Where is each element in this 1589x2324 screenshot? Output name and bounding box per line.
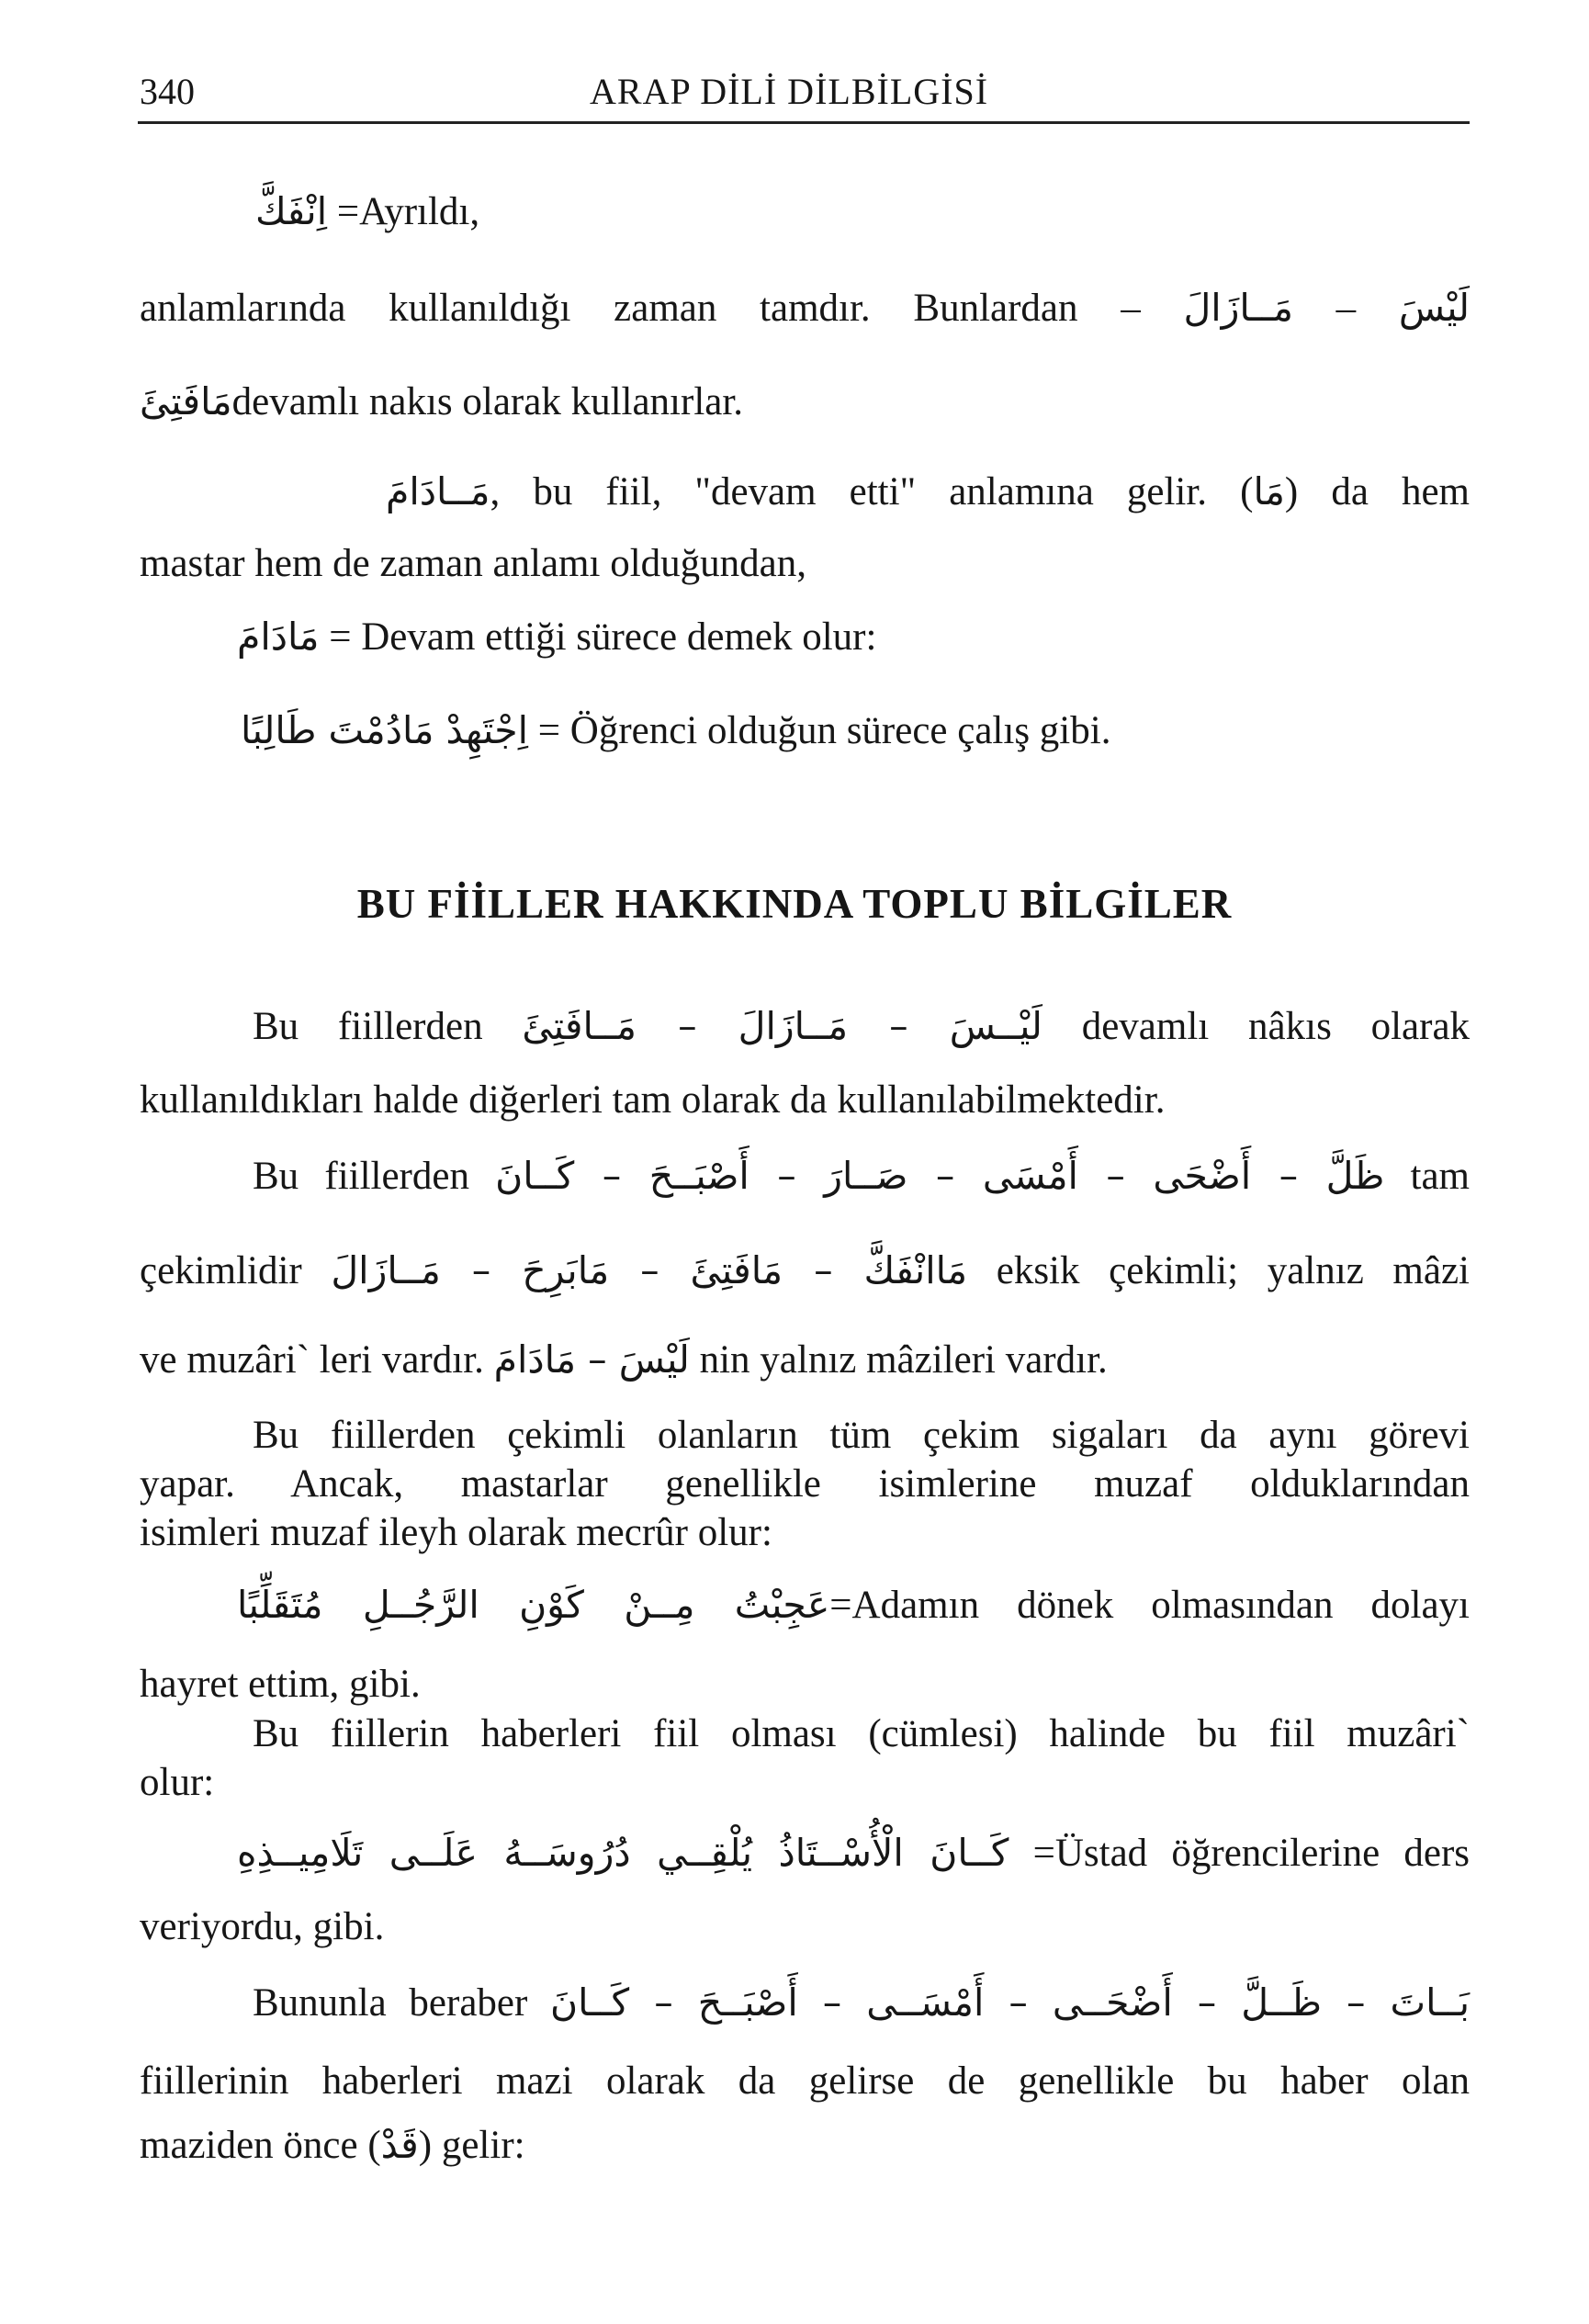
p10-text: Bu fiillerden: [253, 1155, 469, 1198]
p8-word: devamlı: [1081, 1005, 1210, 1048]
p4-justified: [386, 468, 1470, 516]
page-number: 340: [140, 71, 195, 112]
p13-line-1: [253, 1412, 1470, 1460]
arabic-term-list: ظَلَّ – أَضْحَى – أَمْسَى – صَــارَ – أَصْبَــحَ – كَــانَ: [495, 1154, 1385, 1198]
p13-text: Bu fiillerden çekimli olanların tüm çekim sigaları da aynı görevi: [253, 1414, 1470, 1457]
p9-line: kullanıldıkları halde diğerleri tam olarak da kullanılabilmektedir.: [140, 1078, 1166, 1122]
p1-line: [0, 188, 1589, 236]
p4-text-2: ) da hem: [1284, 470, 1471, 513]
p17-text: maziden önce (: [140, 2124, 381, 2167]
arabic-term-list: لَيْــسَ – مَــازَالَ – مَــافَتِئَ: [522, 1004, 1042, 1048]
p17-text: Bununla beraber: [253, 1981, 528, 2025]
p11-justified: [140, 1247, 1470, 1295]
p14-text: =Adamın dönek olmasından dolayı: [829, 1584, 1471, 1627]
p8-word: olarak: [1370, 1005, 1471, 1048]
arabic-term: لَيْسَ: [1398, 286, 1470, 330]
p11-text: çekimlidir: [140, 1249, 302, 1292]
p12-text: ve muzâri` leri vardır.: [140, 1338, 484, 1382]
p13-text: yapar. Ancak, mastarlar genellikle isimlerine muzaf olduklarından: [140, 1462, 1470, 1506]
p12-line: [0, 1337, 1589, 1384]
arabic-term-list: لَيْسَ – مَادَامَ: [493, 1337, 690, 1382]
p3-text: devamlı nakıs olarak kullanırlar.: [231, 380, 744, 423]
arabic-term: مَــازَالَ: [1183, 286, 1293, 330]
section-title: BU FİİLLER HAKKINDA TOPLU BİLGİLER: [356, 881, 1233, 927]
p12-text: nin yalnız mâzileri vardır.: [699, 1338, 1108, 1382]
arabic-term-list: مَاانْفَكَّ – مَافَتِئَ – مَابَرِحَ – مَــازَالَ: [331, 1248, 968, 1292]
arabic-term-list: بَــاتَ – ظَــلَّ – أَضْحَــى – أَمْسَــى – أَصْبَــحَ – كَــانَ: [550, 1980, 1470, 2025]
p10-text: tam: [1410, 1155, 1470, 1198]
arabic-term: قَدْ: [380, 2123, 419, 2167]
p16-text: =Üstad öğrencilerine ders: [1032, 1832, 1471, 1875]
p8-word: fiillerden: [337, 1005, 483, 1048]
p7-text: = Öğrenci olduğun sürece çalış gibi.: [537, 709, 1111, 752]
arabic-term: مَا: [1253, 469, 1285, 513]
arabic-example: عَجِبْتُ مِــنْ كَوْنِ الرَّجُــلِ مُتَقَلِّبًا: [237, 1583, 830, 1627]
p13-line-2: [140, 1461, 1470, 1508]
p16-line-2: veriyordu, gibi.: [140, 1905, 385, 1948]
p17-line-1: [253, 1980, 1470, 2027]
arabic-example: كَــانَ الْأُسْــتَاذُ يُلْقِــي دُرُوسَــهُ عَلَــى تَلَامِيــذِهِ: [237, 1831, 1009, 1875]
p2-justified: [140, 285, 1470, 333]
p17-line-3: [0, 2122, 1589, 2170]
p2-line: [140, 285, 1470, 333]
p8-word: nâkıs: [1248, 1005, 1332, 1048]
p6-text: = Devam ettiği sürece demek olur:: [329, 615, 877, 659]
p16-justified: [237, 1830, 1470, 1878]
p10-line: [253, 1153, 1470, 1201]
p14-line-1: [237, 1582, 1470, 1630]
p17-justified: [253, 1980, 1470, 2027]
p14-line-2: hayret ettim, gibi.: [140, 1663, 421, 1706]
p17-line-2: [140, 2058, 1470, 2105]
p8-justified: [253, 1003, 1470, 1051]
running-title: ARAP DİLİ DİLBİLGİSİ: [590, 71, 989, 112]
p4-text-1: , bu fiil, "devam etti" anlamına gelir. (: [490, 470, 1254, 513]
p5-line: mastar hem de zaman anlamı olduğundan,: [140, 542, 806, 585]
p6-line: [0, 614, 1589, 661]
p7-line: [0, 707, 1589, 755]
arabic-example: اِجْتَهِدْ مَادُمْتَ طَالِبًا: [241, 708, 529, 752]
p15-line-2: olur:: [140, 1761, 215, 1804]
p8-line: [253, 1003, 1470, 1051]
p17-text: fiillerinin haberleri mazi olarak da gelirse de genellikle bu haber olan: [140, 2059, 1470, 2103]
p3-line: [0, 378, 1589, 426]
p8-word: Bu: [253, 1005, 299, 1048]
arabic-term: اِنْفَكَّ: [255, 189, 328, 233]
p4-line: [386, 468, 1470, 516]
p17-text: ) gelir:: [418, 2124, 525, 2167]
p16-line-1: [237, 1830, 1470, 1878]
p2-text: anlamlarında kullanıldığı zaman tamdır. Bunlardan –: [140, 287, 1141, 330]
separator: –: [1335, 287, 1357, 330]
p15-text: Bu fiillerin haberleri fiil olması (cümlesi) halinde bu fiil muzâri`: [253, 1712, 1470, 1755]
arabic-term: مَافَتِئَ: [140, 379, 232, 423]
p14-justified: [237, 1582, 1470, 1630]
p11-text: eksik çekimli; yalnız mâzi: [996, 1249, 1470, 1292]
definition-text: =Ayrıldı,: [336, 190, 480, 233]
p11-line: [140, 1247, 1470, 1295]
p15-line-1: [253, 1710, 1470, 1758]
p13-line-3: isimleri muzaf ileyh olarak mecrûr olur:: [140, 1511, 772, 1554]
arabic-term: مَادَامَ: [237, 615, 320, 659]
arabic-term: مَــادَامَ: [386, 469, 490, 513]
header-rule: [138, 121, 1470, 124]
p10-justified: [253, 1153, 1470, 1201]
